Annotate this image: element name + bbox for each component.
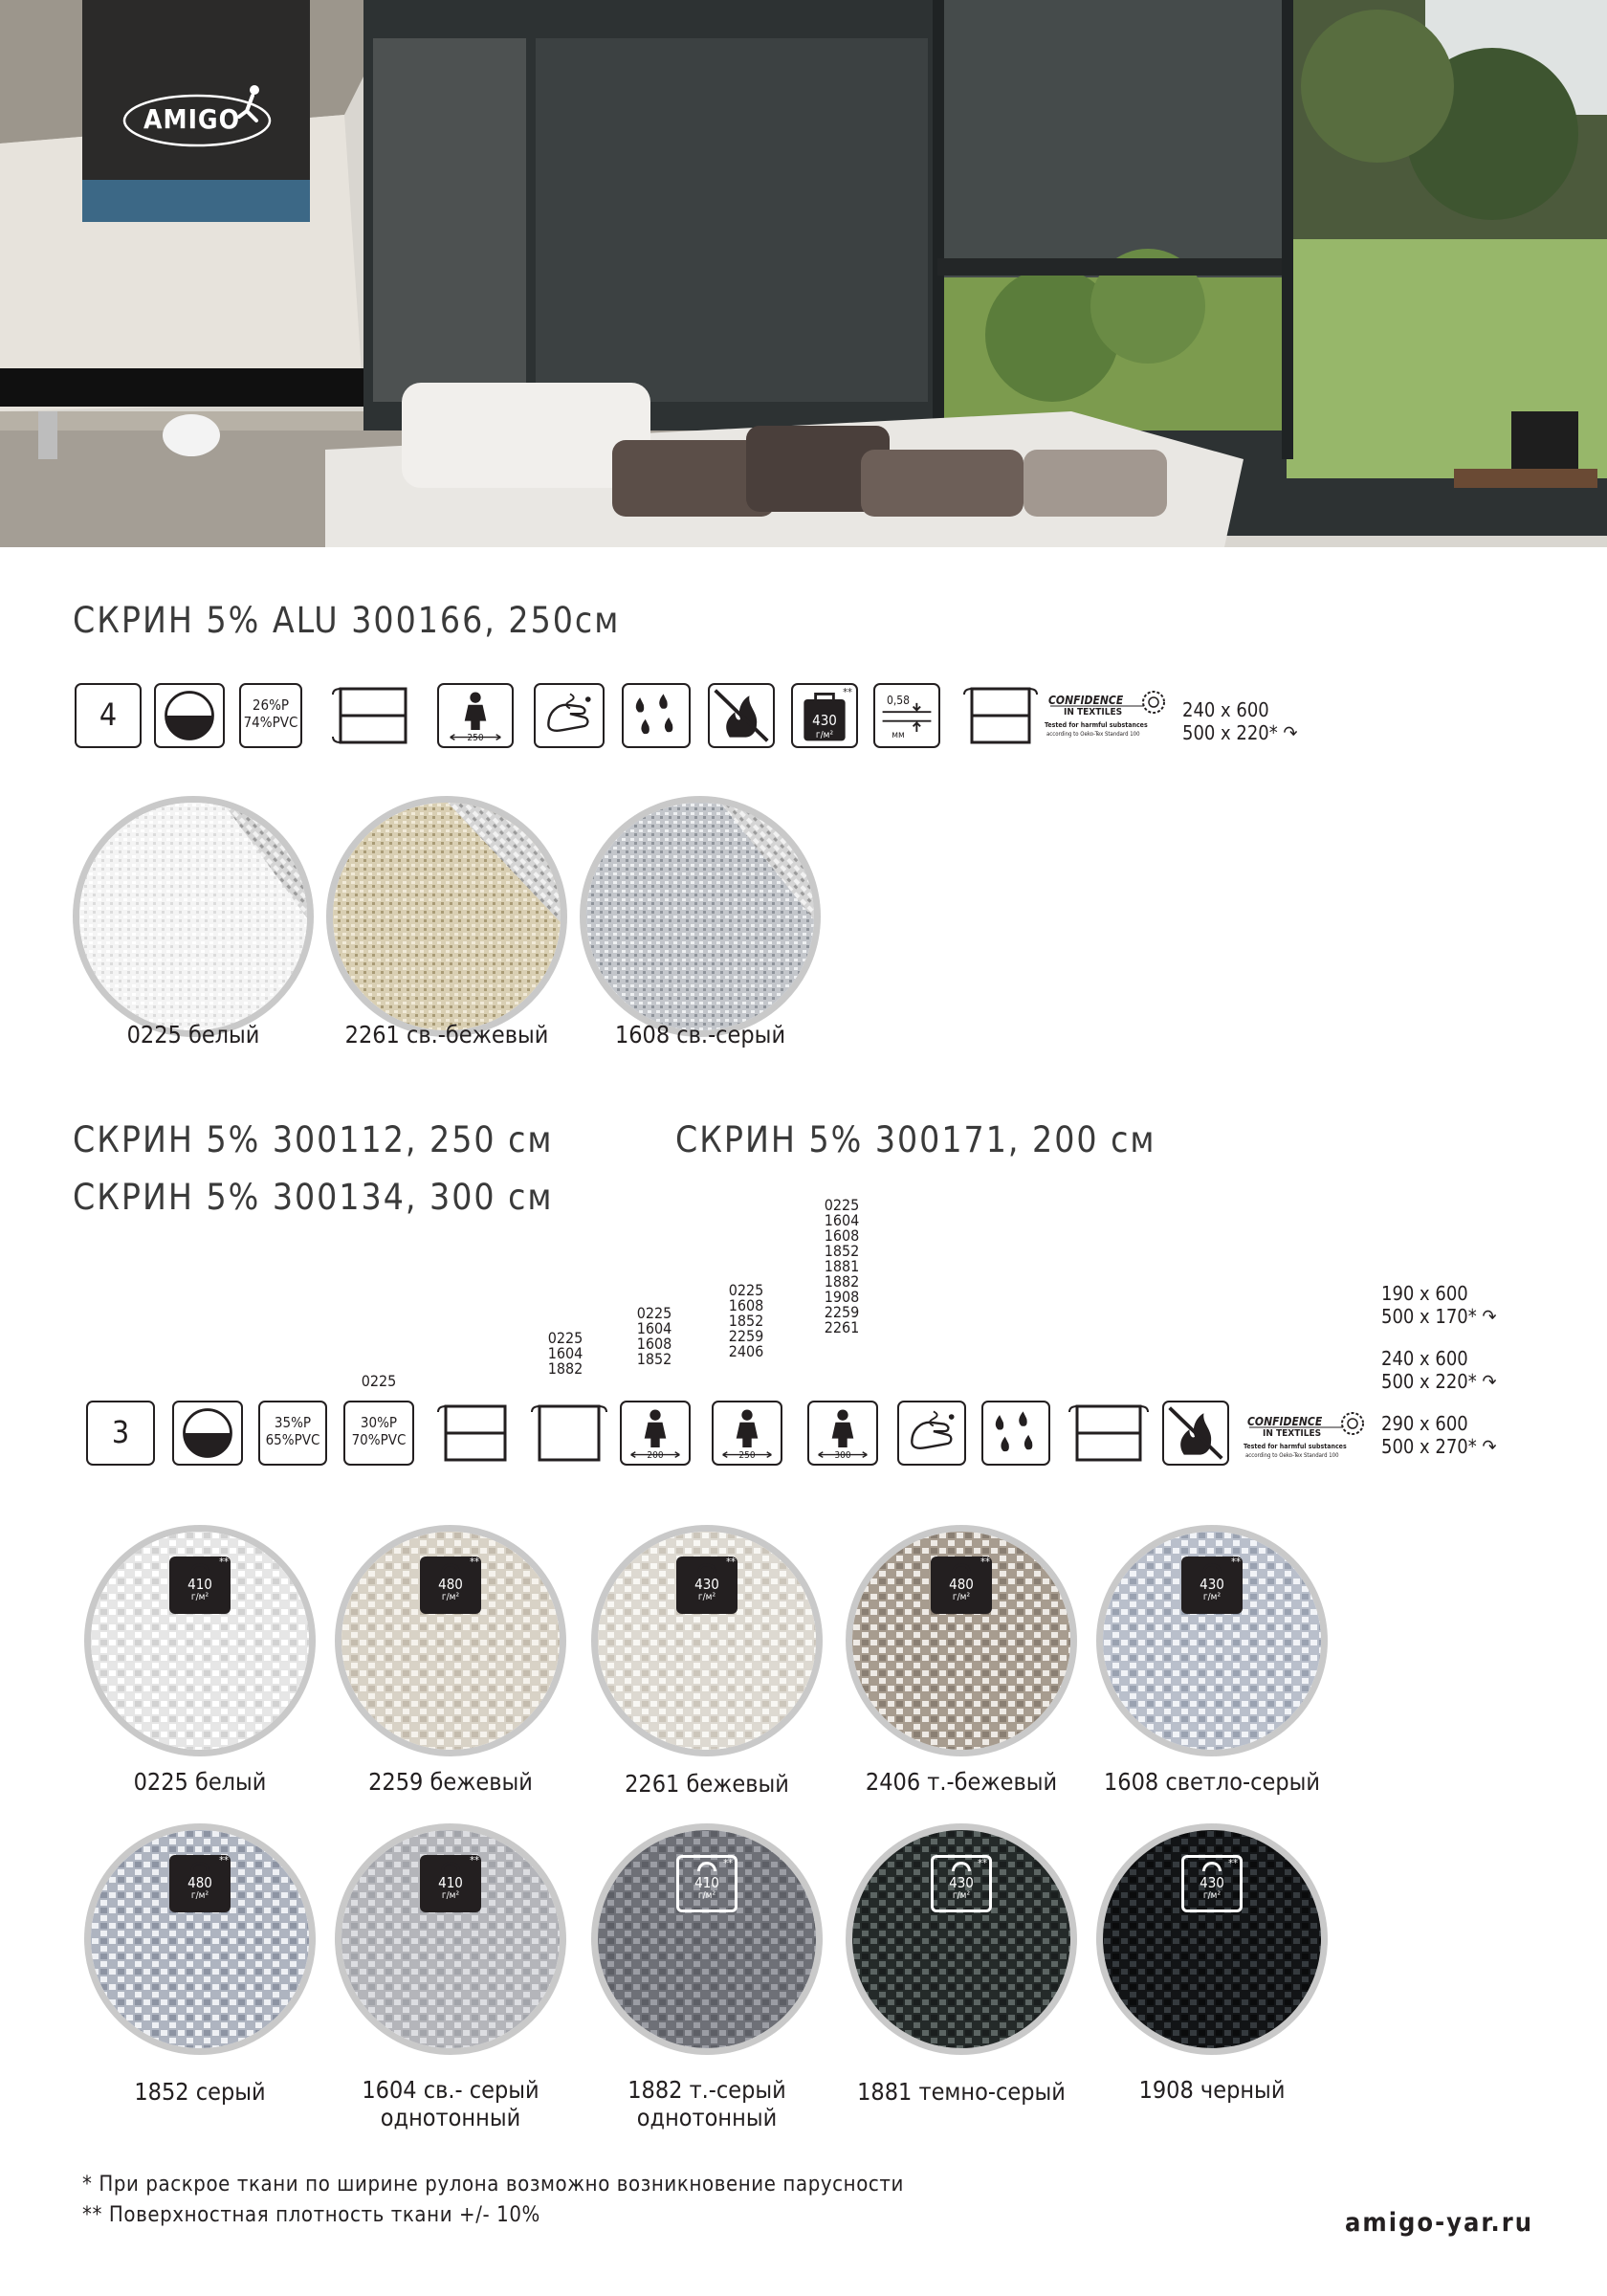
swatch-1604[interactable] — [335, 1823, 566, 2055]
rotate-icon: ↷ — [1482, 1435, 1497, 1458]
swatch-label: 1881 темно-серый — [857, 2078, 1066, 2106]
logo-accent-bar — [82, 180, 310, 222]
opacity-class-icon: 3 — [86, 1401, 155, 1466]
codes-child-300: 0225 1604 1608 1852 1881 1882 1908 2259 2261 — [824, 1196, 860, 1336]
fire-resistant-icon — [708, 683, 775, 748]
roll-front-icon — [442, 1401, 509, 1466]
weight-badge: ** 430 г/м² — [676, 1556, 737, 1614]
codes-composition: 0225 — [361, 1372, 397, 1390]
website-link[interactable]: amigo-yar.ru — [1345, 2208, 1534, 2238]
fire-resistant-icon — [1162, 1401, 1229, 1466]
codes-child-250: 0225 1608 1852 2259 2406 — [728, 1281, 764, 1360]
oeko-tex-badge: CONFIDENCE IN TEXTILES Tested for harmful substances according to Oeko-Tex Standard 100 — [1045, 685, 1169, 748]
roll-double-icon — [1073, 1401, 1144, 1466]
rotate-icon: ↷ — [1482, 1370, 1497, 1393]
weight-badge: ** 410 г/м² — [169, 1556, 231, 1614]
weight-badge: ** 410 г/м² — [676, 1855, 737, 1912]
roll-back-icon — [536, 1401, 603, 1466]
wet-clean-icon — [897, 1401, 966, 1466]
wet-clean-icon — [534, 683, 605, 748]
weight-badge: ** 410 г/м² — [420, 1855, 481, 1912]
swatch-2259[interactable] — [335, 1525, 566, 1756]
swatch-1608[interactable] — [580, 796, 821, 1037]
swatch-1882[interactable] — [591, 1823, 823, 2055]
composition-icon-a: 35%P 65%PVC — [258, 1401, 327, 1466]
rotate-icon: ↷ — [1482, 1305, 1497, 1328]
swatch-1908[interactable] — [1096, 1823, 1328, 2055]
swatch-1881[interactable] — [846, 1823, 1077, 2055]
swatch-label: 1882 т.-серый однотонный — [627, 2076, 786, 2131]
weight-badge: ** 480 г/м² — [931, 1556, 992, 1614]
composition-icon-b: 30%P 70%PVC — [343, 1401, 414, 1466]
section2-title-a: СКРИН 5% 300112, 250 см — [73, 1119, 554, 1160]
light-transmission-icon — [154, 683, 225, 748]
section2-title-c: СКРИН 5% 300134, 300 см — [73, 1177, 554, 1218]
weight-badge: ** 480 г/м² — [169, 1855, 231, 1912]
swatch-1852[interactable] — [84, 1823, 316, 2055]
section2-title-b: СКРИН 5% 300171, 200 см — [675, 1119, 1156, 1160]
weight-badge: ** 430 г/м² — [1181, 1855, 1243, 1912]
swatch-label: 1908 черный — [1138, 2076, 1286, 2104]
swatch-2261[interactable] — [591, 1525, 823, 1756]
footnote-2: ** Поверхностная плотность ткани +/- 10% — [82, 2203, 540, 2227]
weight-badge: ** 480 г/м² — [420, 1556, 481, 1614]
child-safety-icon-250: 250 — [712, 1401, 782, 1466]
roll-back-icon — [966, 683, 1035, 748]
brand-logo[interactable] — [113, 77, 285, 153]
swatch-0225[interactable] — [84, 1525, 316, 1756]
rotate-icon: ↷ — [1283, 721, 1298, 744]
swatch-2261[interactable] — [326, 796, 567, 1037]
roll-front-icon — [335, 683, 411, 748]
weight-badge: ** 430 г/м² — [1181, 1556, 1243, 1614]
swatch-1608[interactable] — [1096, 1525, 1328, 1756]
codes-roll: 0225 1604 1882 — [547, 1329, 583, 1378]
child-safety-icon-300: 300 — [807, 1401, 878, 1466]
swatch-label: 0225 белый — [133, 1768, 267, 1796]
available-sizes: 240 x 600 500 x 220* ↷ — [1182, 698, 1298, 744]
child-safety-icon: 250 — [437, 683, 514, 748]
swatch-label: 1608 св.-серый — [614, 1021, 786, 1049]
section1-title: СКРИН 5% ALU 300166, 250см — [73, 600, 621, 641]
weight-badge: ** 430 г/м² — [931, 1855, 992, 1912]
opacity-class-icon: 4 — [75, 683, 142, 748]
swatch-2406[interactable] — [846, 1525, 1077, 1756]
swatch-label: 1608 светло-серый — [1103, 1768, 1321, 1796]
swatch-label: 1604 св.- серый однотонный — [362, 2076, 539, 2131]
available-sizes: 190 x 600 500 x 170* ↷ 240 x 600 500 x 220* ↷ 290 x 600 500 x 270* ↷ — [1381, 1282, 1497, 1458]
swatch-label: 1852 серый — [134, 2078, 266, 2106]
swatch-0225[interactable] — [73, 796, 314, 1037]
weight-icon: 430 г/м² ** — [791, 683, 858, 748]
swatch-label: 2406 т.-бежевый — [865, 1768, 1058, 1796]
codes-child-200: 0225 1604 1608 1852 — [636, 1304, 672, 1368]
swatch-label: 2261 св.-бежевый — [344, 1021, 549, 1049]
water-resistant-icon — [622, 683, 691, 748]
swatch-label: 2261 бежевый — [625, 1770, 789, 1798]
thickness-icon: 0,58 мм — [873, 683, 940, 748]
composition-icon: 26%P 74%PVC — [239, 683, 302, 748]
water-resistant-icon — [981, 1401, 1050, 1466]
oeko-tex-badge: CONFIDENCE IN TEXTILES Tested for harmful substances according to Oeko-Tex Standard 100 — [1244, 1406, 1368, 1469]
swatch-label: 2259 бежевый — [368, 1768, 533, 1796]
logo-text: AMIGO — [143, 103, 241, 135]
swatch-label: 0225 белый — [126, 1021, 260, 1049]
light-transmission-icon — [172, 1401, 243, 1466]
child-safety-icon-200: 200 — [620, 1401, 691, 1466]
footnote-1: * При раскрое ткани по ширине рулона возможно возникновение парусности — [82, 2173, 904, 2197]
